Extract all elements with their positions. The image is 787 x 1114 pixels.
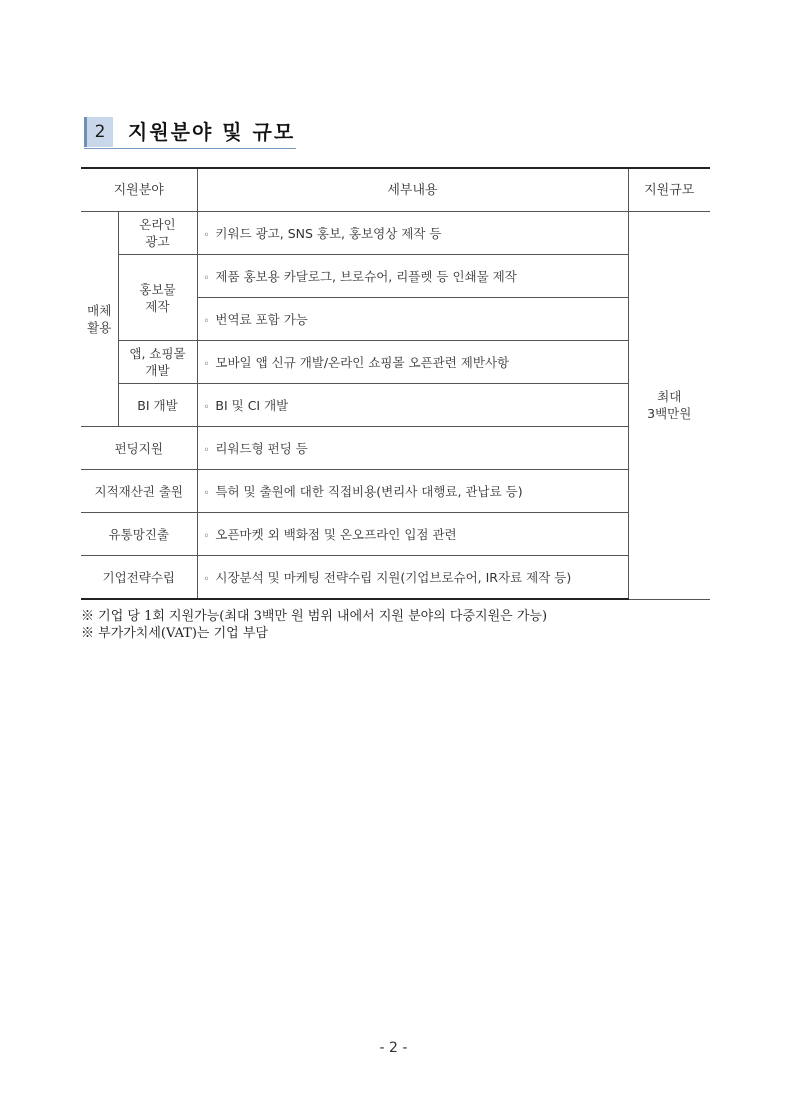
header-scale: 지원규모: [628, 168, 710, 212]
footnote-1: ※ 기업 당 1회 지원가능(최대 3백만 원 범위 내에서 지원 분야의 다중지원은 가능): [81, 609, 548, 624]
header-detail: 세부내용: [197, 168, 628, 212]
detail-bi: ◦ BI 및 CI 개발: [197, 384, 628, 427]
field-funding: 펀딩지원: [81, 427, 197, 470]
section-underline: [84, 148, 296, 149]
table-row: [81, 513, 710, 556]
field-app: 앱, 쇼핑몰 개발: [118, 341, 197, 384]
table-row: [81, 556, 710, 600]
detail-promo-2: ◦ 번역료 포함 가능: [197, 298, 628, 341]
field-online-ad: 온라인 광고: [118, 212, 197, 255]
field-distribution: 유통망진출: [81, 513, 197, 556]
field-ip: 지적재산권 출원: [81, 470, 197, 513]
table-row: [81, 384, 710, 427]
detail-funding: ◦ 리워드형 펀딩 등: [197, 427, 628, 470]
detail-online-ad: ◦ 키워드 광고, SNS 홍보, 홍보영상 제작 등: [197, 212, 628, 255]
footnote-2: ※ 부가가치세(VAT)는 기업 부담: [81, 626, 268, 641]
table-row: [81, 212, 710, 255]
detail-ip: ◦ 특허 및 출원에 대한 직접비용(변리사 대행료, 관납료 등): [197, 470, 628, 513]
page-number: - 2 -: [379, 1040, 408, 1056]
header-field: 지원분야: [81, 168, 197, 212]
field-bi: BI 개발: [118, 384, 197, 427]
section-heading: [84, 117, 296, 149]
footnotes: [81, 608, 547, 642]
field-promo: 홍보물 제작: [118, 255, 197, 341]
field-strategy: 기업전략수립: [81, 556, 197, 600]
section-number: 2: [84, 117, 113, 147]
section-title: 지원분야 및 규모: [128, 120, 296, 144]
group-media: 매체 활용: [81, 212, 118, 427]
table-header-row: [81, 168, 710, 212]
table-row: [81, 427, 710, 470]
detail-strategy: ◦ 시장분석 및 마케팅 전략수립 지원(기업브로슈어, IR자료 제작 등): [197, 556, 628, 600]
scale-value: 최대 3백만원: [628, 212, 710, 600]
detail-promo-1: ◦ 제품 홍보용 카달로그, 브로슈어, 리플렛 등 인쇄물 제작: [197, 255, 628, 298]
table-row: [81, 470, 710, 513]
support-table: [81, 167, 710, 600]
detail-distribution: ◦ 오픈마켓 외 백화점 및 온오프라인 입점 관련: [197, 513, 628, 556]
detail-app: ◦ 모바일 앱 신규 개발/온라인 쇼핑몰 오픈관련 제반사항: [197, 341, 628, 384]
table-row: [81, 255, 710, 298]
table-row: [81, 341, 710, 384]
